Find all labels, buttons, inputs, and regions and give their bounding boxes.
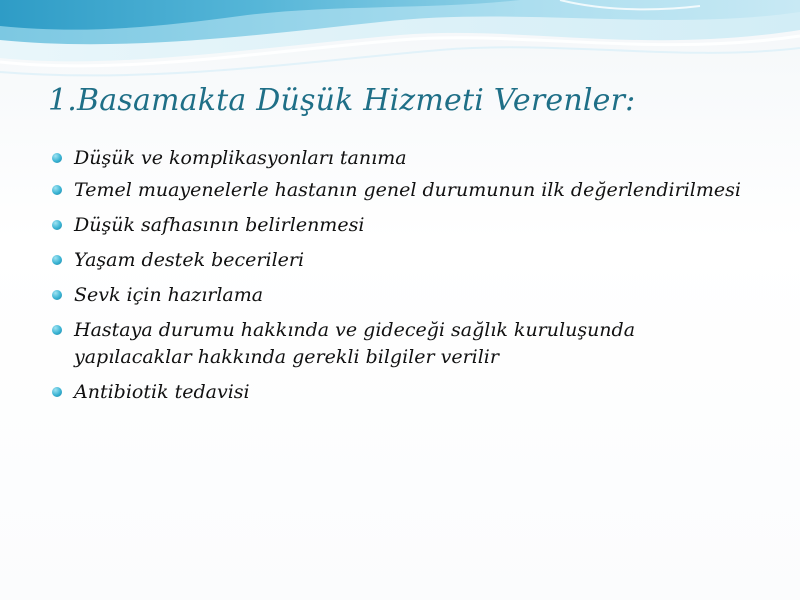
- bullet-text: Yaşam destek becerileri: [74, 249, 305, 271]
- bullet-text: Temel muayenelerle hastanın genel durumunun ilk değerlendirilmesi: [74, 179, 741, 201]
- bullet-dot-icon: [52, 387, 62, 397]
- bullet-item: [50, 212, 750, 239]
- bullet-item: [50, 379, 750, 406]
- bullet-dot-icon: [52, 255, 62, 265]
- bullet-item: [50, 247, 750, 274]
- bullet-item: [50, 317, 750, 371]
- bullet-dot-icon: [52, 325, 62, 335]
- bullet-dot-icon: [52, 153, 62, 163]
- bullet-list: [50, 145, 750, 414]
- bullet-text: Antibiotik tedavisi: [74, 381, 250, 403]
- bullet-dot-icon: [52, 220, 62, 230]
- bullet-item: [50, 282, 750, 309]
- bullet-text: Düşük safhasının belirlenmesi: [74, 214, 365, 236]
- bullet-item: [50, 145, 750, 172]
- bullet-text: Düşük ve komplikasyonları tanıma: [74, 147, 407, 169]
- slide-title: 1.Basamakta Düşük Hizmeti Verenler:: [48, 83, 636, 118]
- wave-header-decoration: [0, 0, 800, 95]
- bullet-text: Sevk için hazırlama: [74, 284, 264, 306]
- bullet-text: Hastaya durumu hakkında ve gideceği sağlık kuruluşunda yapılacaklar hakkında gerekli bilgiler verilir: [74, 319, 636, 368]
- bullet-dot-icon: [52, 290, 62, 300]
- bullet-item: [50, 177, 750, 204]
- bullet-dot-icon: [52, 185, 62, 195]
